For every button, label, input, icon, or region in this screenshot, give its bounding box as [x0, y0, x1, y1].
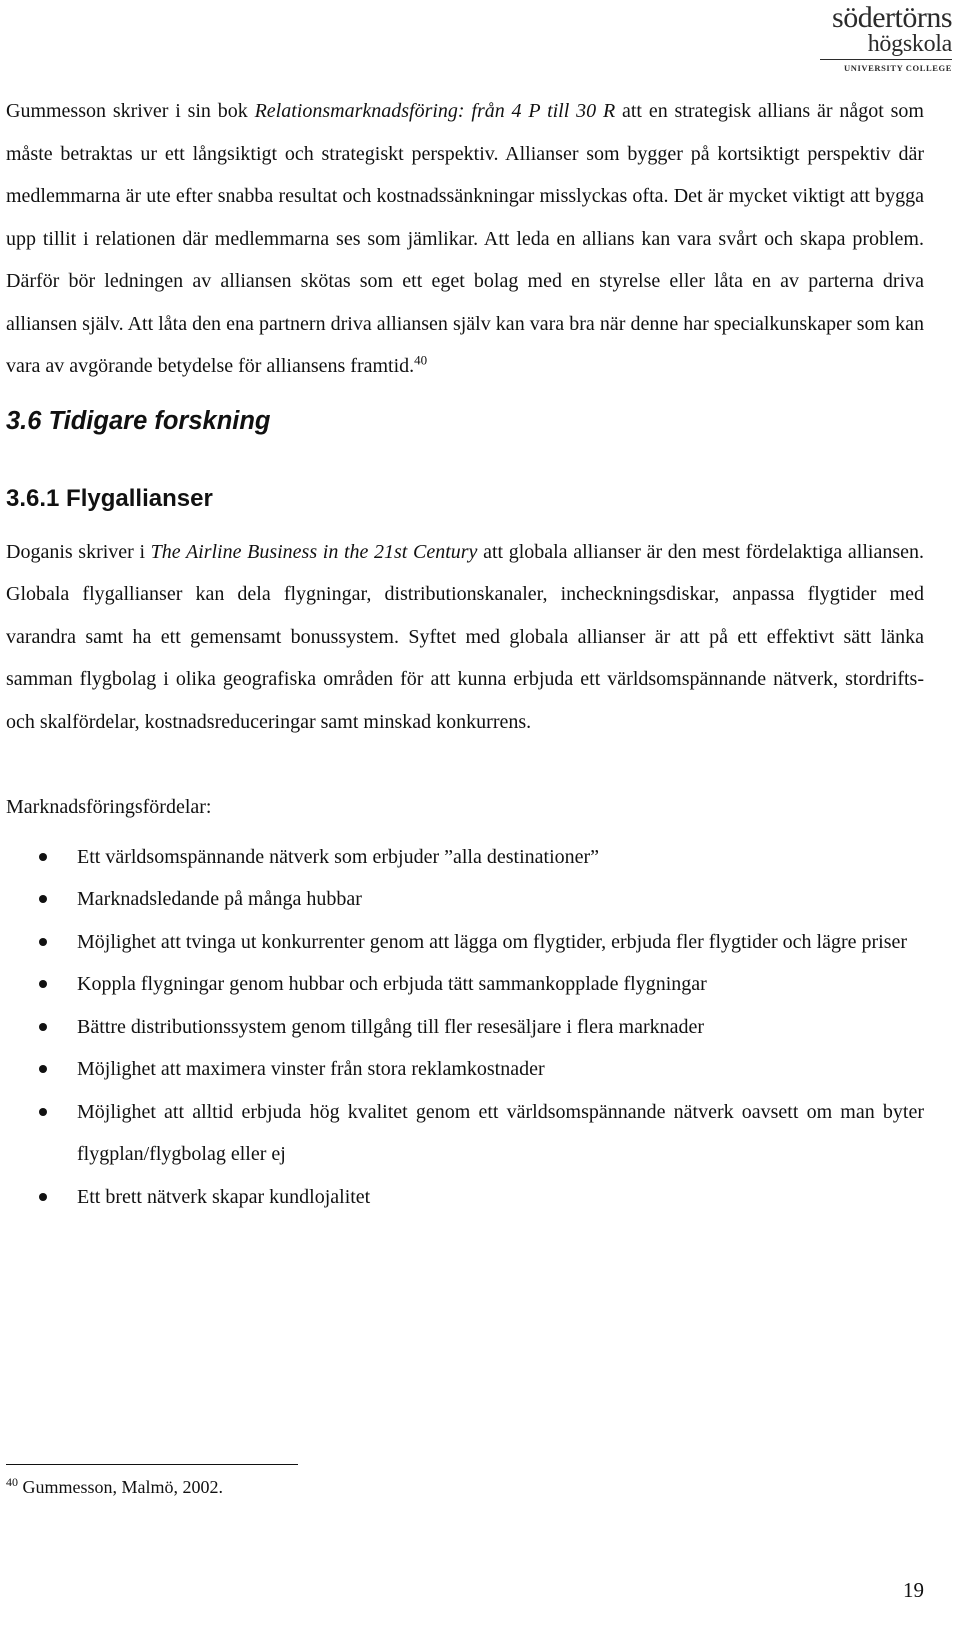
logo-divider	[820, 59, 952, 60]
subsection-heading: 3.6.1 Flygallianser	[6, 484, 213, 512]
footnote-number: 40	[6, 1475, 18, 1489]
section-heading: 3.6 Tidigare forskning	[6, 406, 271, 435]
list-item	[6, 1048, 924, 1091]
list-item-text: Bättre distributionssystem genom tillgång till fler resesäljare i flera marknader	[77, 1015, 705, 1038]
list-item	[6, 1006, 924, 1049]
list-item-text: Ett brett nätverk skapar kundlojalitet	[77, 1185, 371, 1208]
paragraph-text: att globala allianser är den mest fördelaktiga alliansen. Globala flygallianser kan dela flygningar, distributionskanaler, incheckningsdiskar, anpassa flygtider med varandra samt ha ett gemensamt bonussystem. Syftet med globala allianser är att på ett effektivt sätt länka samman flygbolag i olika geografiska områden för att kunna erbjuda ett världsomspännande nätverk, stordrifts- och skalfördelar, kostnadsreduceringar samt minskad konkurrens.	[6, 540, 925, 733]
paragraph-text: att en strategisk allians är något som måste betraktas ur ett långsiktigt och strategiskt perspektiv. Allianser som bygger på kortsiktigt perspektiv där medlemmarna är ute efter snabba resultat och kostnadssänkningar misslyckas ofta. Det är mycket viktigt att bygga upp tillit i relationen där medlemmarna ses som jämlikar. Att leda en allians kan vara svårt och skapa problem. Därför bör ledningen av alliansen skötas som ett eget bolag med en styrelse eller låta en av parterna driva alliansen själv. Att låta den ena partnern driva alliansen själv kan vara bra när denne har specialkunskaper som kan vara av avgörande betydelse för alliansens framtid.	[6, 100, 924, 377]
footnote	[6, 1474, 223, 1500]
footnote-divider	[6, 1464, 298, 1465]
bullet-icon	[39, 1065, 47, 1073]
footnote-reference: 40	[414, 352, 428, 368]
paragraph-text: Doganis skriver i	[6, 540, 151, 563]
bullet-icon	[39, 1193, 47, 1201]
paragraph-text: Gummesson skriver i sin bok	[6, 100, 255, 122]
list-item-text: Marknadsledande på många hubbar	[77, 888, 362, 910]
bullet-icon	[39, 938, 47, 946]
bullet-icon	[39, 895, 47, 903]
bullet-icon	[39, 1023, 47, 1031]
list-item	[6, 1176, 924, 1219]
bullet-icon	[39, 980, 47, 988]
book-title: Relationsmarknadsföring: från 4 P till 30 R	[254, 100, 616, 122]
list-title: Marknadsföringsfördelar:	[6, 796, 212, 818]
logo-name: södertörns	[832, 1, 952, 34]
list-item-text: Möjlighet att tvinga ut konkurrenter genom att lägga om flygtider, erbjuda fler flygtider och lägre priser	[77, 930, 908, 953]
logo-subtitle: högskola	[867, 31, 952, 57]
list-item	[6, 1091, 924, 1176]
bullet-icon	[39, 853, 47, 861]
advantages-list	[6, 836, 924, 1219]
list-item	[6, 836, 924, 879]
list-item	[6, 963, 924, 1006]
footnote-text: Gummesson, Malmö, 2002.	[18, 1477, 223, 1497]
university-logo	[802, 1, 952, 73]
list-item	[6, 921, 924, 964]
book-title: The Airline Business in the 21st Century	[150, 540, 478, 563]
paragraph-doganis	[6, 531, 924, 744]
page-number: 19	[903, 1578, 924, 1602]
list-item	[6, 878, 924, 921]
list-item-text: Koppla flygningar genom hubbar och erbjuda tätt sammankopplade flygningar	[77, 973, 707, 995]
page-content	[6, 90, 924, 1218]
bullet-icon	[39, 1108, 47, 1116]
list-item-text: Möjlighet att maximera vinster från stora reklamkostnader	[77, 1058, 545, 1080]
list-item-text: Ett världsomspännande nätverk som erbjuder ”alla destinationer”	[77, 845, 600, 868]
logo-college: UNIVERSITY COLLEGE	[843, 63, 952, 73]
paragraph-gummesson	[6, 90, 924, 388]
list-item-text: Möjlighet att alltid erbjuda hög kvalitet genom ett världsomspännande nätverk oavsett om man byter flygplan/flygbolag eller ej	[77, 1100, 924, 1165]
